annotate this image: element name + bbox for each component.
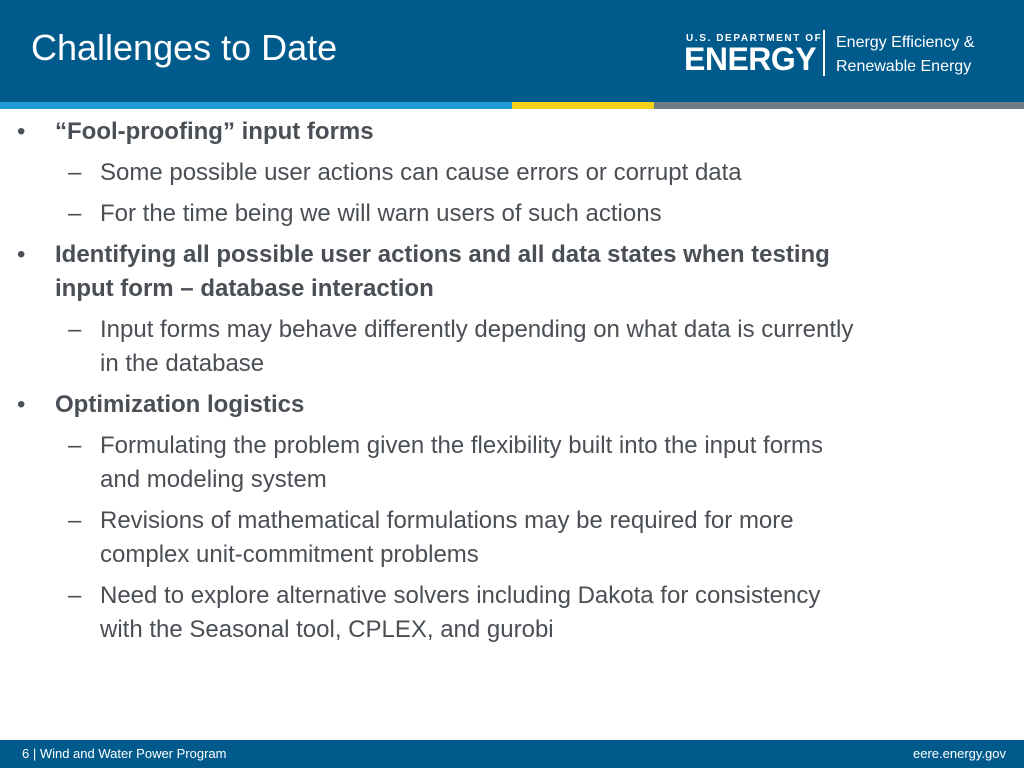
slide-header	[0, 0, 1024, 102]
sub-bullet-text-line-1: Revisions of mathematical formulations may be required for more	[100, 507, 794, 534]
dash-marker: –	[68, 316, 82, 343]
sub-bullet-item	[68, 156, 742, 190]
sub-bullet-text-line-1: Need to explore alternative solvers including Dakota for consistency	[100, 582, 821, 609]
bullet-item	[17, 238, 830, 306]
sub-bullet-text-line-1: Input forms may behave differently depending on what data is currently	[100, 316, 854, 343]
eere-office-line-1: Energy Efficiency &	[836, 34, 975, 51]
dash-marker: –	[68, 432, 82, 459]
bullet-text: Optimization logistics	[55, 391, 305, 418]
dash-marker: –	[68, 200, 82, 227]
accent-stripe-yellow	[512, 102, 654, 109]
dash-marker: –	[68, 159, 82, 186]
accent-stripe-gray	[654, 102, 1024, 109]
sub-bullet-item	[68, 429, 824, 497]
bullet-marker: •	[17, 241, 26, 268]
accent-stripe-blue	[0, 102, 512, 109]
bullet-item	[17, 115, 374, 149]
eere-office-line-2: Renewable Energy	[836, 58, 972, 75]
sub-bullet-text: Some possible user actions can cause errors or corrupt data	[100, 159, 742, 186]
footer-website: eere.energy.gov	[913, 746, 1006, 761]
dash-marker: –	[68, 582, 82, 609]
slide-footer	[0, 740, 1024, 768]
sub-bullet-text-line-2: and modeling system	[100, 466, 327, 493]
bullet-marker: •	[17, 118, 26, 145]
dash-marker: –	[68, 507, 82, 534]
slide-title: Challenges to Date	[31, 27, 338, 68]
doe-logo-small-text: U.S. DEPARTMENT OF	[686, 33, 823, 44]
sub-bullet-text-line-2: with the Seasonal tool, CPLEX, and gurobi	[100, 616, 554, 643]
sub-bullet-text-line-2: complex unit-commitment problems	[100, 541, 479, 568]
sub-bullet-text-line-2: in the database	[100, 350, 265, 377]
bullet-marker: •	[17, 391, 26, 418]
sub-bullet-item	[68, 504, 794, 572]
bullet-text-line-1: Identifying all possible user actions and all data states when testing	[55, 241, 830, 268]
sub-bullet-item	[68, 313, 854, 381]
bullet-text-line-2: input form – database interaction	[55, 275, 434, 302]
sub-bullet-item	[68, 579, 821, 647]
sub-bullet-text-line-1: Formulating the problem given the flexibility built into the input forms	[100, 432, 824, 459]
footer-page-program: 6 | Wind and Water Power Program	[22, 746, 227, 761]
doe-logo-energy-text: ENERGY	[684, 41, 817, 77]
sub-bullet-item	[68, 197, 662, 231]
logo-divider	[823, 30, 825, 76]
sub-bullet-text: For the time being we will warn users of such actions	[100, 200, 662, 227]
bullet-item	[17, 388, 305, 422]
bullet-text: “Fool-proofing” input forms	[55, 118, 374, 145]
